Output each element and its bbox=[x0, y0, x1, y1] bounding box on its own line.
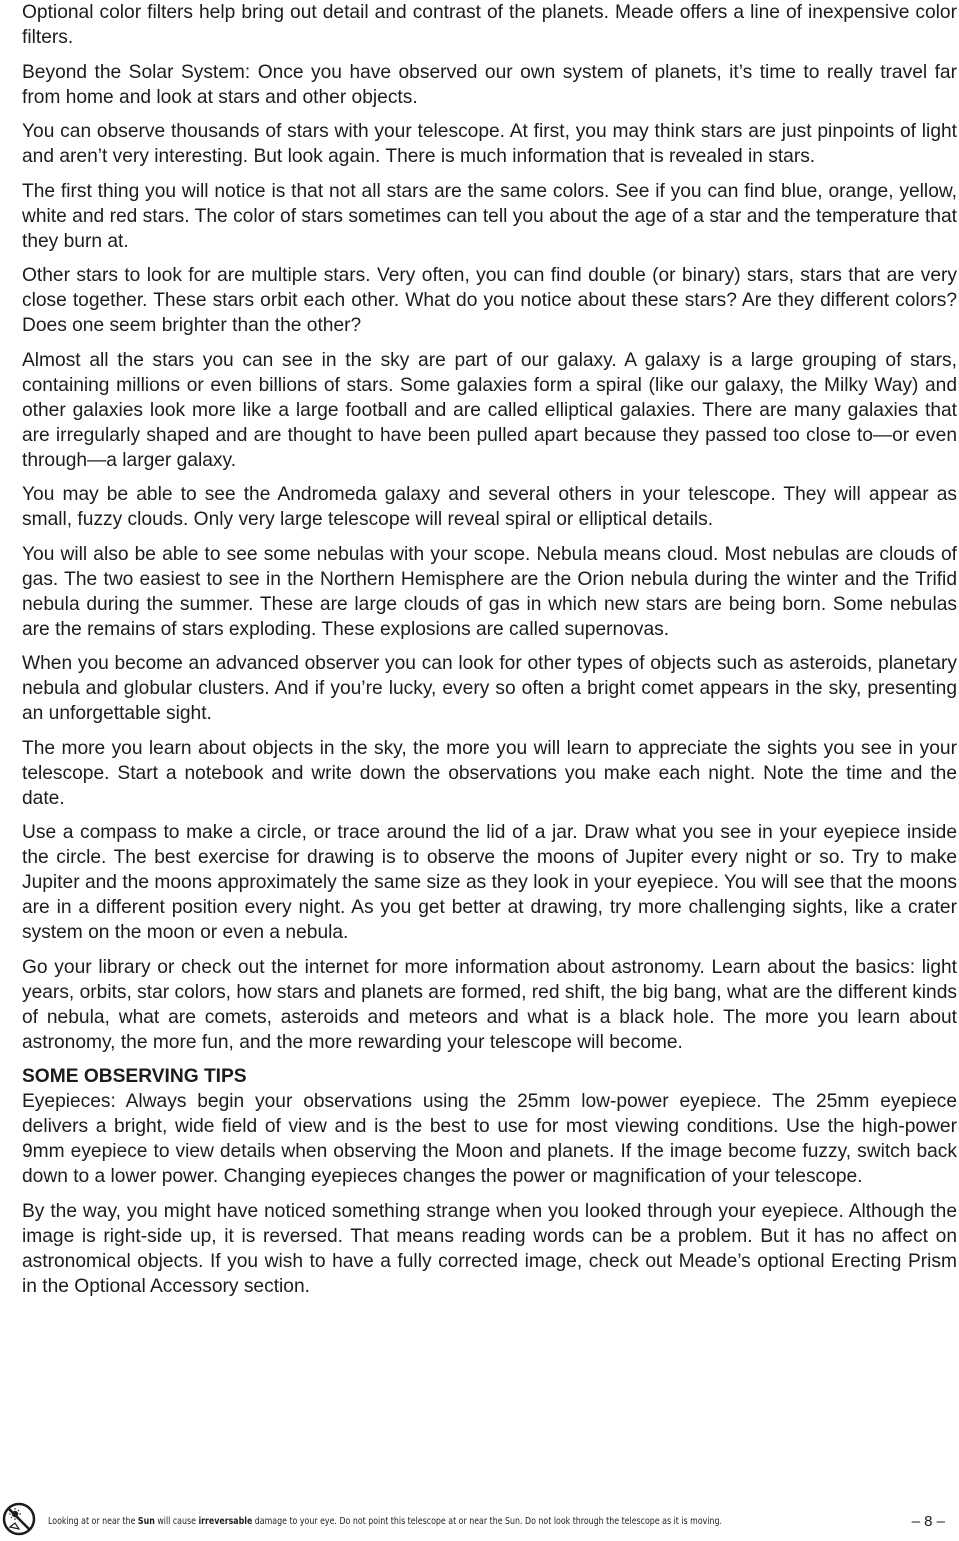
warning-prefix: Looking at or near the bbox=[48, 1516, 138, 1527]
paragraph-multiple-stars: Other stars to look for are multiple stars. Very often, you can find double (or binary) stars, stars that are very close together. These stars orbit each other. What do you notice about these stars? Are they different colors? Does one seem brighter than the other? bbox=[22, 265, 957, 336]
paragraph-eyepieces: Eyepieces: Always begin your observations using the 25mm low-power eyepiece. The 25mm eyepiece delivers a bright, wide field of view and is the best to use for most viewing conditions. Use the high-power 9mm eyepiece to view details when observing the Moon and planets. If the image become fuzzy, switch back down to a lower power. Changing eyepieces changes the power or magnification of your telescope. bbox=[22, 1091, 957, 1187]
warning-irreversable-word: irreversable bbox=[198, 1516, 253, 1527]
paragraph-nebulas: You will also be able to see some nebulas with your scope. Nebula means cloud. Most nebulas are clouds of gas. The two easiest to see in the Northern Hemisphere are the Orion nebula during the winter and the Trifid nebula during the summer. These are large clouds of gas in which new stars are being born. Some nebulas are the remains of stars exploding. These explosions are called supernovas. bbox=[22, 543, 957, 640]
paragraph-by-the-way: By the way, you might have noticed something strange when you looked through your eyepiece. Although the image is right-side up, it is reversed. That means reading words can be a problem. But it has no affect on astronomical objects. If you wish to have a fully corrected image, check out Meade’s optional Erecting Prism in the Optional Accessory section. bbox=[22, 1200, 957, 1297]
sun-warning-text bbox=[48, 1516, 722, 1528]
page-number: – 8 – bbox=[911, 1513, 945, 1530]
paragraph-andromeda: You may be able to see the Andromeda galaxy and several others in your telescope. They will appear as small, fuzzy clouds. Only very large telescope will reveal spiral or elliptical details. bbox=[22, 484, 957, 530]
paragraph-drawing: Use a compass to make a circle, or trace around the lid of a jar. Draw what you see in your eyepiece inside the circle. The best exercise for drawing is to observe the moons of Jupiter every night or so. Try to make Jupiter and the moons approximately the same size as they look in your eyepiece. You will see that the moons are in a different position every night. As you get better at drawing, try more challenging sights, like a crater system on the moon or even a nebula. bbox=[22, 822, 957, 943]
paragraph-color-filters: Optional color filters help bring out detail and contrast of the planets. Meade offers a line of inexpensive color filters. bbox=[22, 2, 957, 48]
warning-suffix: damage to your eye. Do not point this telescope at or near the Sun. Do not look through the telescope as it is moving. bbox=[252, 1516, 722, 1527]
paragraph-library: Go your library or check out the internet for more information about astronomy. Learn about the basics: light years, orbits, star colors, how stars and planets are formed, red shift, the big bang, what are the different kinds of nebula, what are comets, asteroids and meteors and what is a black hole. The more you learn about astronomy, the more fun, and the more rewarding your telescope will become. bbox=[22, 956, 957, 1053]
paragraph-star-colors: The first thing you will notice is that not all stars are the same colors. See if you can find blue, orange, yellow, white and red stars. The color of stars sometimes can tell you about the age of a star and the temperature that they burn at. bbox=[22, 180, 957, 252]
document-body bbox=[22, 0, 957, 1308]
section-heading-observing-tips: SOME OBSERVING TIPS bbox=[22, 1066, 247, 1087]
paragraph-beyond-solar-system: Beyond the Solar System: Once you have observed our own system of planets, it’s time to really travel far from home and look at stars and other objects. bbox=[22, 61, 957, 108]
page-footer bbox=[0, 1500, 959, 1540]
paragraph-observe-stars: You can observe thousands of stars with your telescope. At first, you may think stars are just pinpoints of light and aren’t very interesting. But look again. There is much information that is revealed in stars. bbox=[22, 121, 957, 167]
paragraph-advanced-observer: When you become an advanced observer you can look for other types of objects such as asteroids, planetary nebula and globular clusters. And if you’re lucky, every so often a bright comet appears in the sky, presenting an unforgettable sight. bbox=[22, 653, 957, 724]
warning-sun-word: Sun bbox=[137, 1516, 155, 1527]
paragraph-galaxies: Almost all the stars you can see in the sky are part of our galaxy. A galaxy is a large grouping of stars, containing millions or even billions of stars. Some galaxies form a spiral (like our galaxy, the Milky Way) and other galaxies look more like a large football and are called elliptical galaxies. There are many galaxies that are irregularly shaped and are thought to have been pulled apart because they passed too close to—or even through—a larger galaxy. bbox=[22, 349, 957, 471]
no-sun-viewing-icon bbox=[2, 1502, 36, 1536]
paragraph-learn-more: The more you learn about objects in the sky, the more you will learn to appreciate the sights you see in your telescope. Start a notebook and write down the observations you make each night. Note the time and the date. bbox=[22, 737, 957, 809]
warning-mid: will cause bbox=[154, 1516, 199, 1527]
